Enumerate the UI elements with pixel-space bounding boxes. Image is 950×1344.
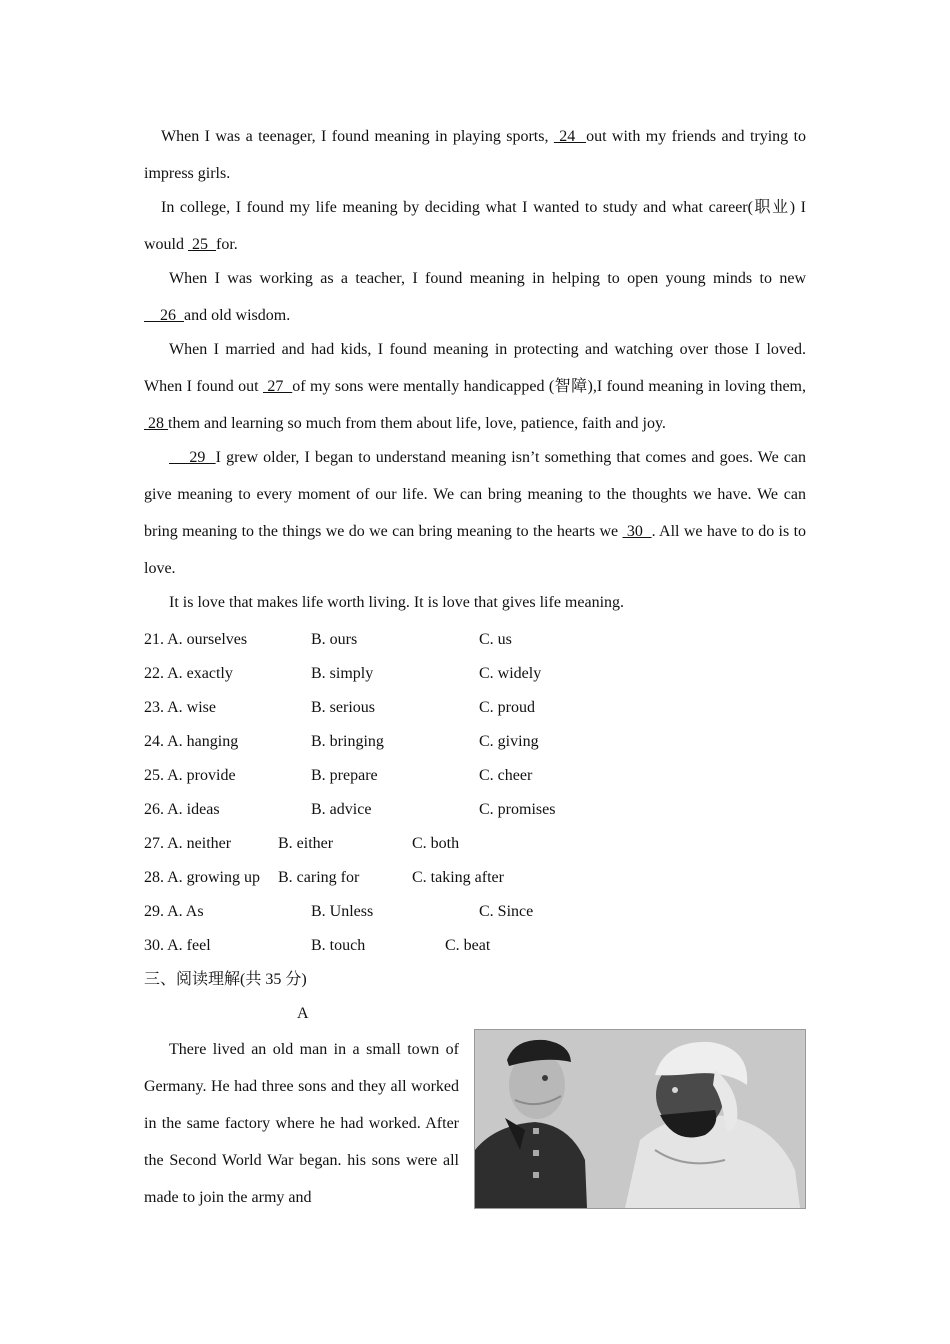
blank-26: 26 (144, 307, 184, 324)
section-title: 三、阅读理解(共 35 分) (144, 971, 307, 988)
paragraph-2: In college, I found my life meaning by deciding what I wanted to study and what career(职业) I would 25 for. (144, 199, 806, 253)
passage-a-block (144, 1031, 806, 1241)
option-row-28: 28. A. growing up B. caring for C. taking after (144, 869, 504, 886)
paragraph-4: When I married and had kids, I found meaning in protecting and watching over those I loved. When I found out 27 of my sons were mentally handicapped (智障),I found meaning in loving them, 28 them and learning so much from them about life, love, patience, faith and joy. (144, 341, 806, 432)
option-row-23: 23. A. wise B. serious C. proud (144, 699, 535, 716)
option-row-21: 21. A. ourselves B. ours C. us (144, 631, 512, 648)
blank-28: 28 (144, 415, 168, 432)
option-row-30: 30. A. feel B. touch C. beat (144, 937, 491, 954)
passage-a-text-column (144, 1031, 459, 1216)
blank-27: 27 (262, 378, 293, 395)
paragraph-1: When I was a teenager, I found meaning in playing sports, 24 out with my friends and trying to impress girls. (144, 128, 807, 182)
blank-30: 30 (622, 523, 652, 540)
option-row-26: 26. A. ideas B. advice C. promises (144, 801, 556, 818)
photo-illustration (475, 1030, 805, 1208)
option-row-29: 29. A. As B. Unless C. Since (144, 903, 534, 920)
document-page (144, 118, 806, 1241)
photo-two-men (474, 1029, 806, 1209)
blank-29: 29 (169, 449, 216, 466)
answer-options (144, 623, 806, 963)
paragraph-3: When I was working as a teacher, I found meaning in helping to open young minds to new 26 and old wisdom. (144, 270, 806, 324)
option-row-24: 24. A. hanging B. bringing C. giving (144, 733, 539, 750)
option-row-25: 25. A. provide B. prepare C. cheer (144, 767, 533, 784)
passage-a-paragraph: There lived an old man in a small town of Germany. He had three sons and they all worked in the same factory where he had worked. After the Second World War began. his sons were all made to join the army and (144, 1041, 459, 1206)
blank-24: 24 (553, 128, 587, 145)
paragraph-5: 29 I grew older, I began to understand meaning isn’t something that comes and goes. We can give meaning to every moment of our life. We can bring meaning to the thoughts we have. We can bring meaning to the things we do we can bring meaning to the hearts we 30 . All we have to do is to love. (144, 449, 807, 577)
paragraph-6: It is love that makes life worth living. It is love that gives life meaning. (169, 594, 625, 611)
blank-25: 25 (188, 236, 216, 253)
passage-a-label: A (297, 1005, 309, 1022)
option-row-22: 22. A. exactly B. simply C. widely (144, 665, 542, 682)
option-row-27: 27. A. neither B. either C. both (144, 835, 460, 852)
